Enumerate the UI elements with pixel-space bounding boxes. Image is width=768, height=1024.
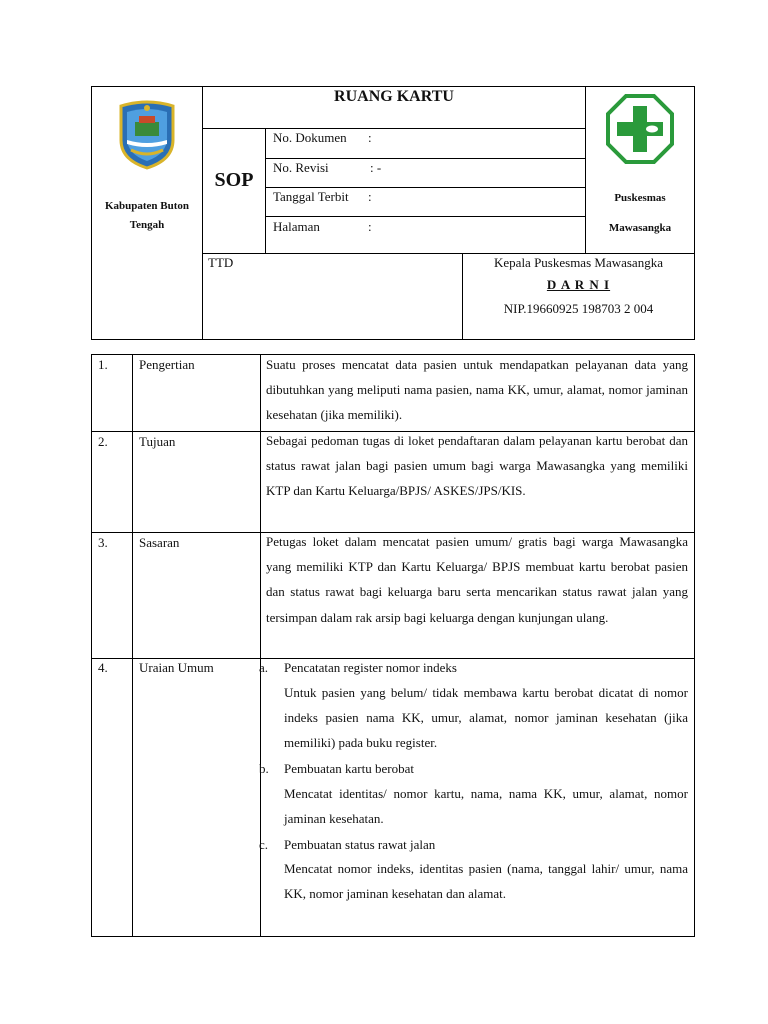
row-text-pengertian: Suatu proses mencatat data pasien untuk mendapatkan pelayanan data yang dibutuhkan yang meliputi nama pasien, nama KK, umur, alamat, nomor jaminan kesehatan (jika memiliki).: [266, 357, 688, 423]
field-label-no-dokumen: No. Dokumen: [273, 130, 347, 145]
signer-name: D A R N I: [546, 277, 611, 292]
signer-title: Kepala Puskesmas Mawasangka: [494, 255, 663, 270]
field-sep-no-revisi: : -: [370, 160, 382, 175]
field-label-tanggal-terbit: Tanggal Terbit: [273, 189, 349, 204]
list-title-a: Pencatatan register nomor indeks: [284, 660, 457, 675]
field-label-no-revisi: No. Revisi: [273, 160, 329, 175]
row-text-tujuan: Sebagai pedoman tugas di loket pendaftaran dalam pelayanan kartu berobat dan status rawat jalan bagi pasien umum bagi warga Mawasangka yang memiliki KTP dan Kartu Keluarga/BPJS/ ASKES/JPS/KIS.: [266, 433, 688, 499]
row-number-3: 3.: [98, 535, 108, 550]
page-title: RUANG KARTU: [334, 88, 454, 105]
signer-nip: NIP.19660925 198703 2 004: [503, 301, 654, 316]
sop-label: SOP: [214, 169, 254, 191]
field-label-halaman: Halaman: [273, 219, 320, 234]
list-title-b: Pembuatan kartu berobat: [284, 761, 414, 776]
list-text-c: Mencatat nomor indeks, identitas pasien (nama, tanggal lahir/ umur, nama KK, nomor jaminan kesehatan dan alamat.: [284, 861, 688, 902]
right-org-line1: Puskesmas: [614, 192, 666, 204]
row-number-4: 4.: [98, 660, 108, 675]
puskesmas-logo: [606, 94, 674, 164]
list-text-a: Untuk pasien yang belum/ tidak membawa kartu berobat dicatat di nomor indeks pasien nama KK, umur, alamat, nomor jaminan kesehatan (jika memiliki) pada buku register.: [284, 685, 688, 751]
row-text-sasaran: Petugas loket dalam mencatat pasien umum/ gratis bagi warga Mawasangka yang memiliki KTP dan Kartu Keluarga/ BPJS membuat kartu berobat pasien dan status rawat bagi keluarga baru serta mencarikan status rawat jalan yang tersimpan dalam rak arsip bagi keluarga dengan kunjungan ulang.: [266, 534, 688, 625]
row-label-uraian-umum: Uraian Umum: [139, 660, 214, 675]
list-marker-b: b.: [259, 761, 269, 776]
row-number-1: 1.: [98, 357, 108, 372]
list-title-c: Pembuatan status rawat jalan: [284, 837, 436, 852]
field-sep-tanggal-terbit: :: [368, 189, 372, 204]
ttd-label: TTD: [208, 255, 234, 270]
field-sep-no-dokumen: :: [368, 130, 372, 145]
list-marker-a: a.: [259, 660, 269, 675]
row-number-2: 2.: [98, 434, 108, 449]
left-org-name: Kabupaten Buton Tengah: [104, 200, 190, 231]
row-label-sasaran: Sasaran: [139, 535, 180, 550]
kabupaten-logo: [117, 100, 177, 170]
row-label-tujuan: Tujuan: [139, 434, 176, 449]
right-org-line2: Mawasangka: [608, 222, 672, 234]
field-sep-halaman: :: [368, 219, 372, 234]
list-marker-c: c.: [259, 837, 269, 852]
row-label-pengertian: Pengertian: [139, 357, 195, 372]
list-text-b: Mencatat identitas/ nomor kartu, nama, nama KK, umur, alamat, nomor jaminan kesehatan.: [284, 786, 688, 827]
